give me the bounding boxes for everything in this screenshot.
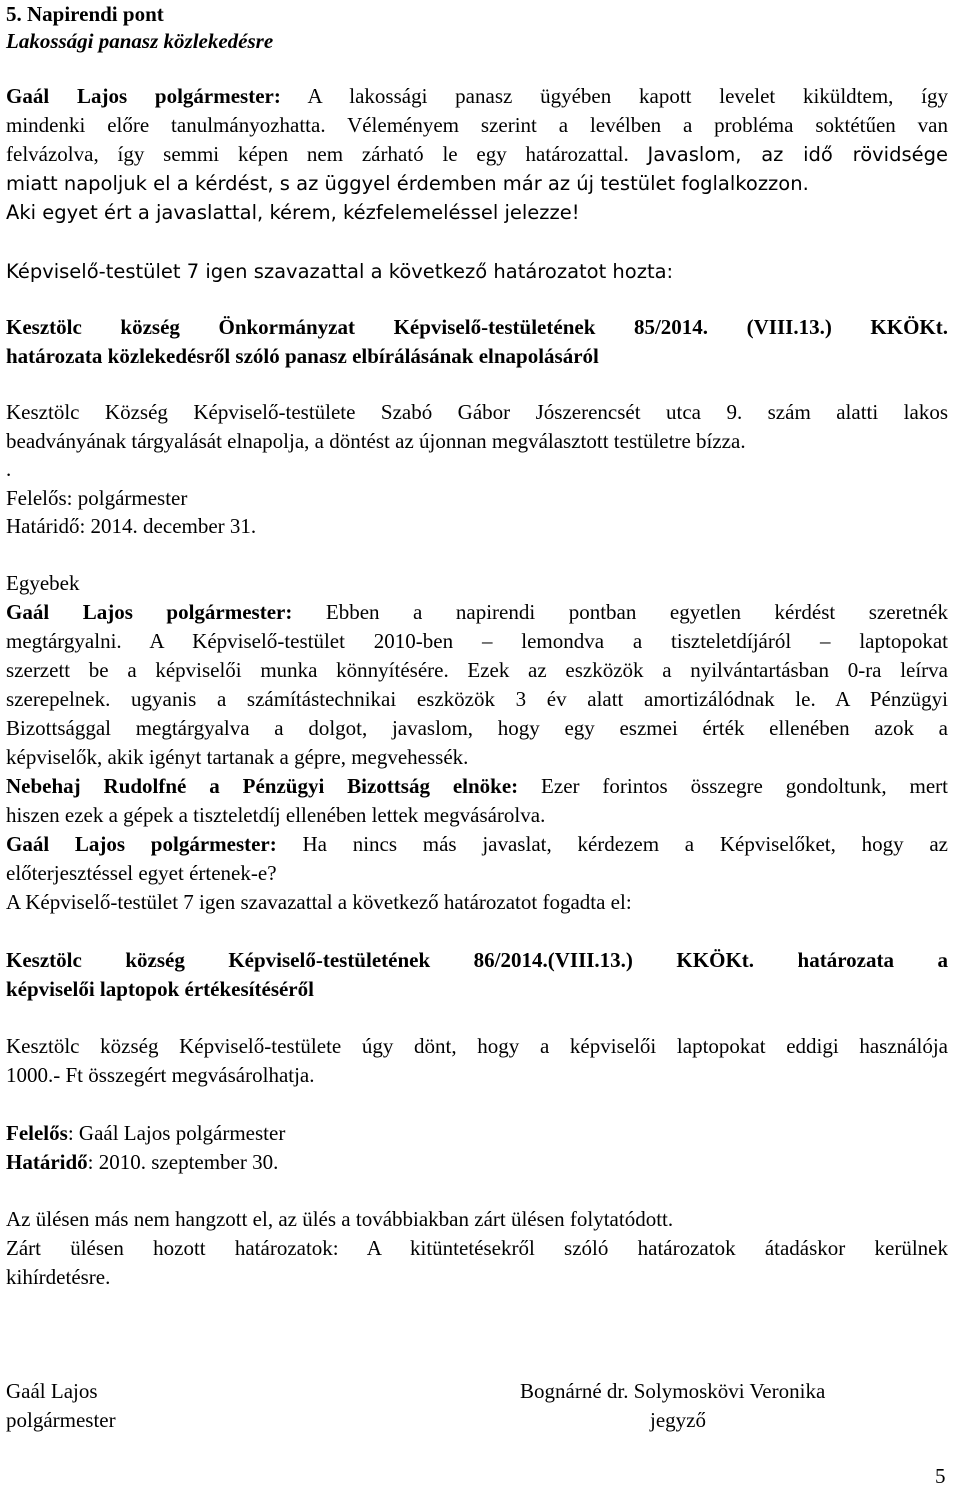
closing-line: Zárt ülésen hozott határozatok: A kitüntetésekről szóló határozatok átadáskor kerülnek <box>6 1236 948 1260</box>
deadline-line: Határidő: 2010. szeptember 30. <box>6 1150 279 1174</box>
resolution-title: Kesztölc község Képviselő-testületének 86/2014.(VIII.13.) KKÖKt. határozata a <box>6 948 948 972</box>
agenda-item-subheading: Lakossági panasz közlekedésre <box>6 29 274 53</box>
paragraph-line: hiszen ezek a gépek a tiszteletdíj ellenében lettek megvásárolva. <box>6 803 546 827</box>
paragraph-line: Gaál Lajos polgármester: Ebben a napirendi pontban egyetlen kérdést szeretnék <box>6 600 949 624</box>
deadline-line: Határidő: 2014. december 31. <box>6 514 257 538</box>
page-number: 5 <box>935 1464 946 1488</box>
resolution-title: határozata közlekedésről szóló panasz elbírálásának elnapolásáról <box>6 344 599 368</box>
speaker-name: Nebehaj Rudolfné a Pénzügyi Bizottság elnöke: <box>6 774 519 798</box>
vote-statement: Képviselő-testület 7 igen szavazattal a következő határozatot hozta: <box>6 260 674 283</box>
resolution-title: Kesztölc község Önkormányzat Képviselő-testületének 85/2014. (VIII.13.) KKÖKt. <box>6 315 948 339</box>
paragraph-line: Bizottsággal megtárgyalva a dolgot, javaslom, hogy egy eszmei érték ellenében azok a <box>6 716 948 740</box>
vote-statement: A Képviselő-testület 7 igen szavazattal a következő határozatot fogadta el: <box>6 890 632 914</box>
signature-left-title: polgármester <box>6 1408 116 1432</box>
resolution-body: Kesztölc község Képviselő-testülete úgy dönt, hogy a képviselői laptopokat eddigi használója <box>6 1034 948 1058</box>
paragraph-line: miatt napoljuk el a kérdést, s az üggyel érdemben már az új testület foglalkozzon. <box>6 172 809 195</box>
paragraph-line: szerepelnek. ugyanis a számítástechnikai eszközök 3 év alatt amortizálódnak le. A Pénzügyi <box>6 687 948 711</box>
paragraph-line: Nebehaj Rudolfné a Pénzügyi Bizottság elnöke: Ezer forintos összegre gondoltunk, mert <box>6 774 949 798</box>
signature-right-name: Bognárné dr. Solymoskövi Veronika <box>520 1379 826 1403</box>
responsible-line: Felelős: Gaál Lajos polgármester <box>6 1121 286 1145</box>
resolution-body: beadványának tárgyalását elnapolja, a döntést az újonnan megválasztott testületre bízza. <box>6 429 746 453</box>
responsible-line: Felelős: polgármester <box>6 486 188 510</box>
paragraph-line: előterjesztéssel egyet értenek-e? <box>6 861 277 885</box>
speaker-name: Gaál Lajos polgármester: <box>6 600 293 624</box>
section-heading: Egyebek <box>6 571 80 595</box>
closing-line: kihírdetésre. <box>6 1265 111 1289</box>
paragraph-line: mindenki előre tanulmányozhatta. Véleményem szerint a levélben a probléma soktétűen van <box>6 113 948 137</box>
paragraph-line: felvázolva, így semmi képen nem zárható le egy határozattal. Javaslom, az idő rövidsége <box>6 142 948 166</box>
resolution-title: képviselői laptopok értékesítéséről <box>6 977 314 1001</box>
closing-line: Az ülésen más nem hangzott el, az ülés a továbbiakban zárt ülésen folytatódott. <box>6 1207 674 1231</box>
paragraph-line: Gaál Lajos polgármester: Ha nincs más javaslat, kérdezem a Képviselőket, hogy az <box>6 832 948 856</box>
paragraph-line: Gaál Lajos polgármester: A lakossági panasz ügyében kapott levelet kiküldtem, így <box>6 84 949 108</box>
speaker-name: Gaál Lajos polgármester: <box>6 84 281 108</box>
agenda-item-heading: 5. Napirendi pont <box>6 2 164 26</box>
paragraph-line: Aki egyet ért a javaslattal, kérem, kézfelemeléssel jelezze! <box>6 201 580 224</box>
paragraph-line: szerzett be a képviselői munka könnyítésére. Ezek az eszközök a nyilvántartásban 0-ra leírva <box>6 658 948 682</box>
paragraph-line: képviselők, akik igényt tartanak a gépre, megvehessék. <box>6 745 469 769</box>
resolution-body: Kesztölc Község Képviselő-testülete Szabó Gábor Jószerencsét utca 9. szám alatti lakos <box>6 400 948 424</box>
resolution-body: 1000.- Ft összegért megvásárolhatja. <box>6 1063 315 1087</box>
signature-left-name: Gaál Lajos <box>6 1379 98 1403</box>
signature-right-title: jegyző <box>650 1408 706 1432</box>
separator-dot: . <box>6 457 12 481</box>
speaker-name: Gaál Lajos polgármester: <box>6 832 277 856</box>
paragraph-line: megtárgyalni. A Képviselő-testület 2010-ben – lemondva a tiszteletdíjáról – laptopokat <box>6 629 948 653</box>
